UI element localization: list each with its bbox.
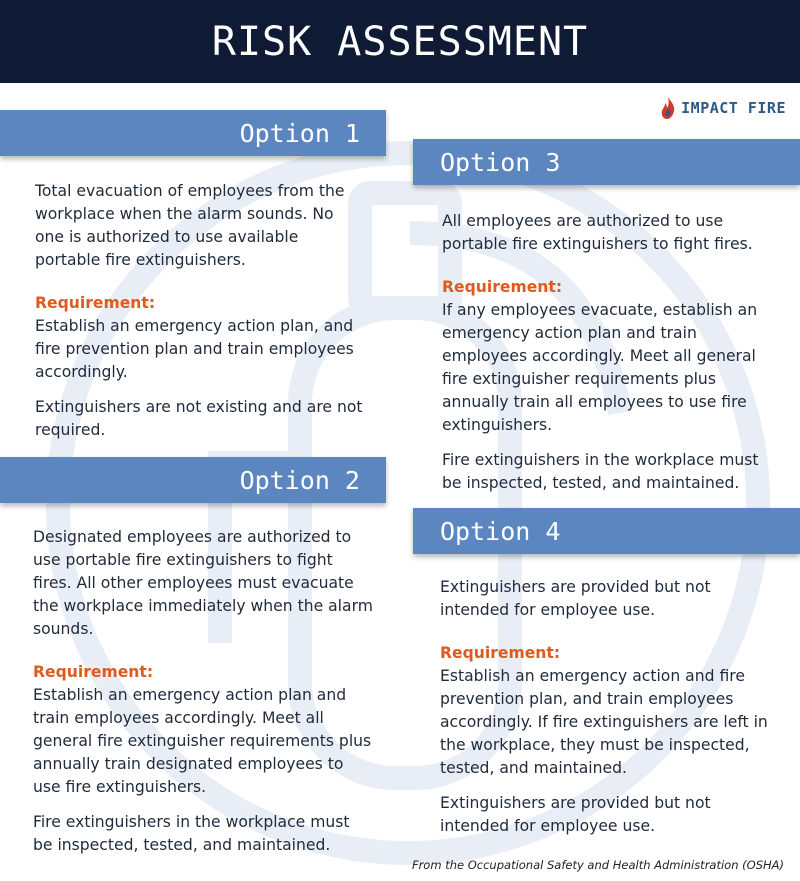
option-1-requirement: Establish an emergency action plan, and fire prevention plan and train employees accordingly. (35, 317, 354, 381)
option-3-tab (413, 139, 800, 185)
source-citation: From the Occupational Safety and Health Administration (OSHA) (411, 858, 784, 872)
option-3-content (442, 210, 778, 507)
option-1-description: Total evacuation of employees from the workplace when the alarm sounds. No one is authorized to use available portable fire extinguishers. (35, 182, 345, 269)
flame-icon (661, 97, 675, 119)
option-2-description: Designated employees are authorized to use portable fire extinguishers to fight fires. All other employees must evacuate the workplace immediately when the alarm sounds. (33, 528, 373, 638)
option-3-description: All employees are authorized to use portable fire extinguishers to fight fires. (442, 212, 753, 253)
option-4-tab (413, 508, 800, 554)
page-header (0, 0, 800, 83)
option-1-tab (0, 110, 386, 156)
option-3-requirement: If any employees evacuate, establish an emergency action plan and train employees accordingly. Meet all general fire extinguisher requirements plus annually train all employees to use fire extinguishers. (442, 301, 758, 434)
logo-text: IMPACT FIRE (681, 99, 786, 117)
option-4-content (440, 576, 770, 850)
option-3-note: Fire extinguishers in the workplace must be inspected, tested, and maintained. (442, 451, 759, 492)
page-title: RISK ASSESSMENT (211, 18, 589, 65)
option-4-description: Extinguishers are provided but not intended for employee use. (440, 578, 711, 619)
option-2-title: Option 2 (239, 465, 360, 495)
option-2-tab (0, 457, 386, 503)
option-3-requirement-label: Requirement: (442, 278, 563, 296)
impact-fire-logo (661, 97, 786, 119)
option-4-title: Option 4 (440, 516, 561, 546)
option-1-title: Option 1 (239, 118, 360, 148)
option-4-note: Extinguishers are provided but not intended for employee use. (440, 794, 711, 835)
option-1-note: Extinguishers are not existing and are not required. (35, 398, 363, 439)
option-1-requirement-label: Requirement: (35, 294, 156, 312)
option-1-content (35, 180, 365, 454)
option-2-requirement: Establish an emergency action plan and train employees accordingly. Meet all general fire extinguisher requirements plus annually train designated employees to use fire extinguishers. (33, 686, 372, 796)
option-4-requirement-label: Requirement: (440, 644, 561, 662)
option-2-requirement-label: Requirement: (33, 663, 154, 681)
option-2-content (33, 526, 373, 869)
option-4-requirement: Establish an emergency action and fire prevention plan, and train employees accordingly. If fire extinguishers are left in the workplace, they must be inspected, tested, and maintained. (440, 667, 768, 777)
option-2-note: Fire extinguishers in the workplace must be inspected, tested, and maintained. (33, 813, 350, 854)
option-3-title: Option 3 (440, 147, 561, 177)
